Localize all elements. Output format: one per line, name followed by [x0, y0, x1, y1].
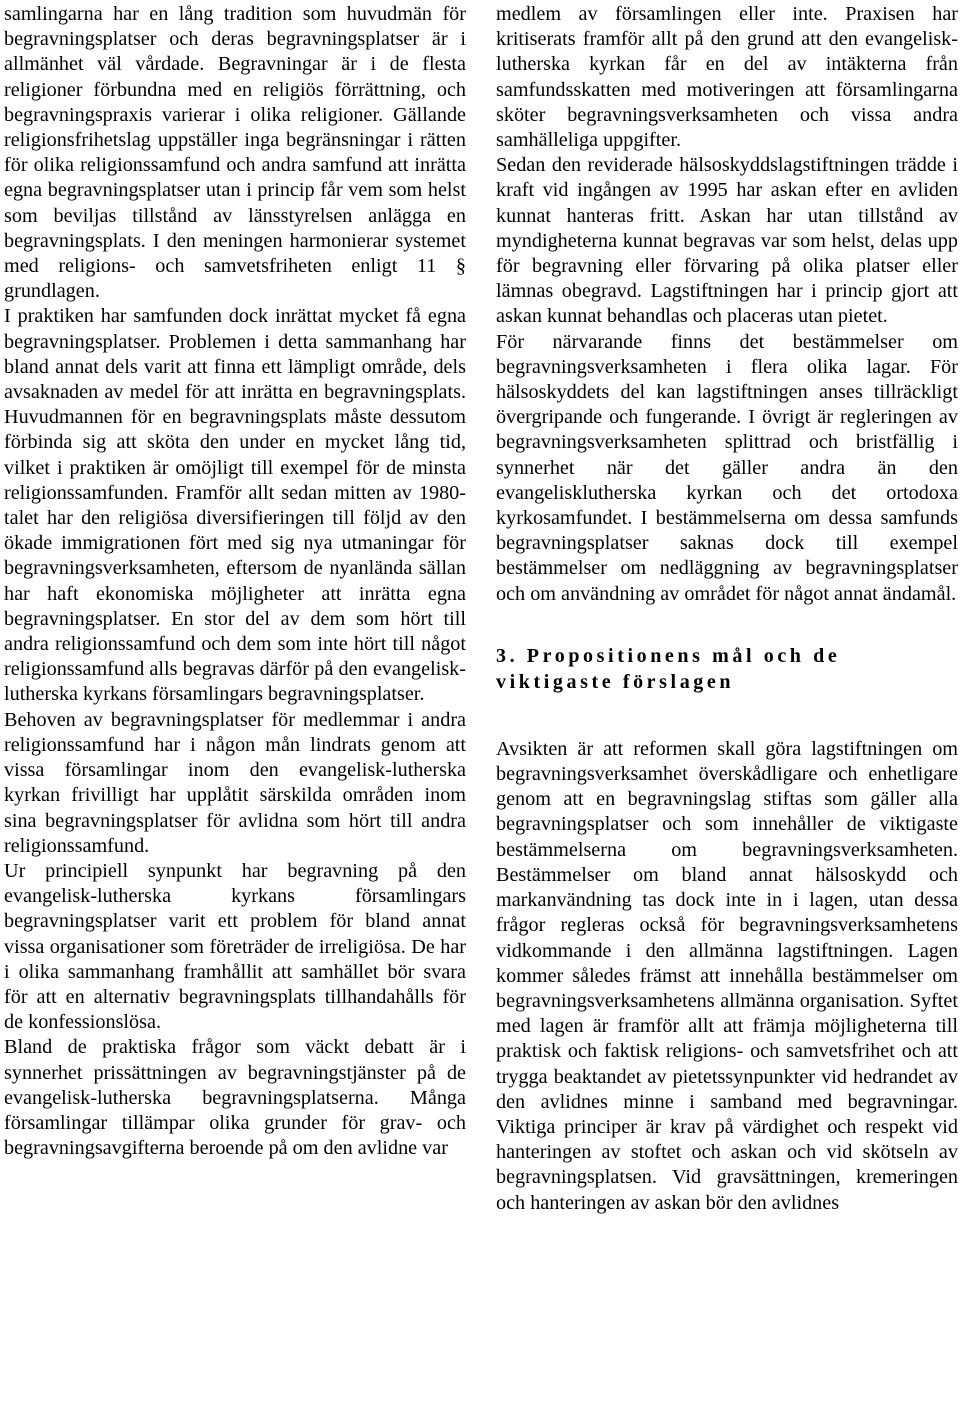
body-paragraph: samlingarna har en lång tradition som huvudmän för begravningsplatser och deras begravningsplatser är i allmänhet väl vårdade. Begravningar är i de flesta religioner förbundna med en religiös förrättning, och begravningspraxis varierar i olika religioner. Gällande religionsfrihetslag uppställer inga begränsningar i rätten för olika religionssamfund och andra samfund att inrätta egna begravningsplatser utan i princip får vem som helst som beviljas tillstånd av länsstyrelsen anlägga en begravningsplats. I den meningen harmonierar systemet med religions- och samvetsfriheten enligt 11 § grundlagen. [4, 3, 466, 303]
body-paragraph: Ur principiell synpunkt har begravning på den evangelisk-lutherska kyrkans församlingars begravningsplatser varit ett problem för bland annat vissa organisationer som företräder de irreligiösa. De har i olika sammanhang framhållit att samhället bör svara för att en alternativ begravningsplats tillhandahålls för de konfessionslösa. [4, 859, 466, 1034]
left-column [4, 2, 466, 1161]
body-paragraph: Sedan den reviderade hälsoskyddslagstiftningen trädde i kraft vid ingången av 1995 har askan efter en avliden kunnat hanteras fritt. Askan har utan tillstånd av myndigheterna kunnat begravas var som helst, delas upp för begravning eller förvaring på olika platser eller lämnas obegravd. Lagstiftningen har i princip gjort att askan kunnat behandlas och placeras utan pietet. [496, 154, 958, 328]
section-heading: 3. Propositionens mål och de viktigaste förslagen [496, 644, 841, 693]
right-column [496, 2, 958, 1216]
body-paragraph: Behoven av begravningsplatser för medlemmar i andra religionssamfund har i någon mån lindrats genom att vissa församlingar inom den evangelisk-lutherska kyrkan frivilligt har upplåtit särskilda områden inom sina begravningsplatser för avlidna som hört till andra religionssamfund. [4, 708, 466, 857]
body-paragraph: Avsikten är att reformen skall göra lagstiftningen om begravningsverksamhet överskådligare och enhetligare genom att en begravningslag stiftas som gäller alla begravningsplatser och som innehåller de viktigaste bestämmelserna om begravningsverksamheten. Bestämmelser om bland annat hälsoskydd och markanvändning tas dock inte in i lagen, utan dessa frågor regleras också för begravningsverksamhetens vidkommande i den allmänna lagstiftningen. Lagen kommer således främst att innehålla bestämmelser om begravningsverksamhetens allmänna organisation. Syftet med lagen är framför allt att främja möjligheterna till praktisk och faktisk religions- och samvetsfrihet och att trygga beaktandet av pietetssynpunkter vid hedrandet av den avlidnes minne i samband med begravningar. Viktiga principer är krav på värdighet och respekt vid hanteringen av stoftet och askan och vid skötseln av begravningsplatsen. Vid gravsättningen, kremeringen och hanteringen av askan bör den avlidnes [496, 737, 958, 1214]
body-paragraph: Bland de praktiska frågor som väckt debatt är i synnerhet prissättningen av begravningstjänster på de evangelisk-lutherska begravningsplatserna. Många församlingar tillämpar olika grunder för grav- och begravningsavgifterna beroende på om den avlidne var [4, 1036, 466, 1160]
body-paragraph: medlem av församlingen eller inte. Praxisen har kritiserats framför allt på den grund att den evangelisk-lutherska kyrkan får en del av intäkterna från samfundsskatten med motiveringen att församlingarna sköter begravningsverksamheten och vissa andra samhälleliga uppgifter. [496, 3, 958, 152]
section-spacer [496, 607, 958, 643]
body-paragraph: I praktiken har samfunden dock inrättat mycket få egna begravningsplatser. Problemen i detta sammanhang har bland annat dels varit att finna ett lämpligt område, dels avsaknaden av medel för att inrätta en begravningsplats. Huvudmannen för en begravningsplats måste dessutom förbinda sig att sköta den under en mycket lång tid, vilket i praktiken är omöjligt till exempel för de minsta religionssamfunden. Framför allt sedan mitten av 1980-talet har den religiösa diversifieringen till följd av den ökade immigrationen fört med sig nya utmaningar för begravningsverksamheten, eftersom de nyanlända sällan har haft ekonomiska möjligheter att inrätta egna begravningsplatser. En stor del av dem som hört till andra religionssamfund och dem som inte hört till något religionssamfund alls begravas därför på den evangelisk-lutherska kyrkans församlingars begravningsplatser. [4, 305, 466, 706]
section-spacer [496, 695, 958, 737]
body-paragraph: För närvarande finns det bestämmelser om begravningsverksamheten i flera olika lagar. För hälsoskyddets del kan lagstiftningen anses tillräckligt övergripande och fungerande. I övrigt är regleringen av begravningsverksamheten splittrad och bristfällig i synnerhet när det gäller andra än den evangelisklutherska kyrkan och det ortodoxa kyrkosamfundet. I bestämmelserna om dessa samfunds begravningsplatser saknas dock till exempel bestämmelser om nedläggning av begravningsplatser och om användning av området för något annat ändamål. [496, 330, 958, 605]
